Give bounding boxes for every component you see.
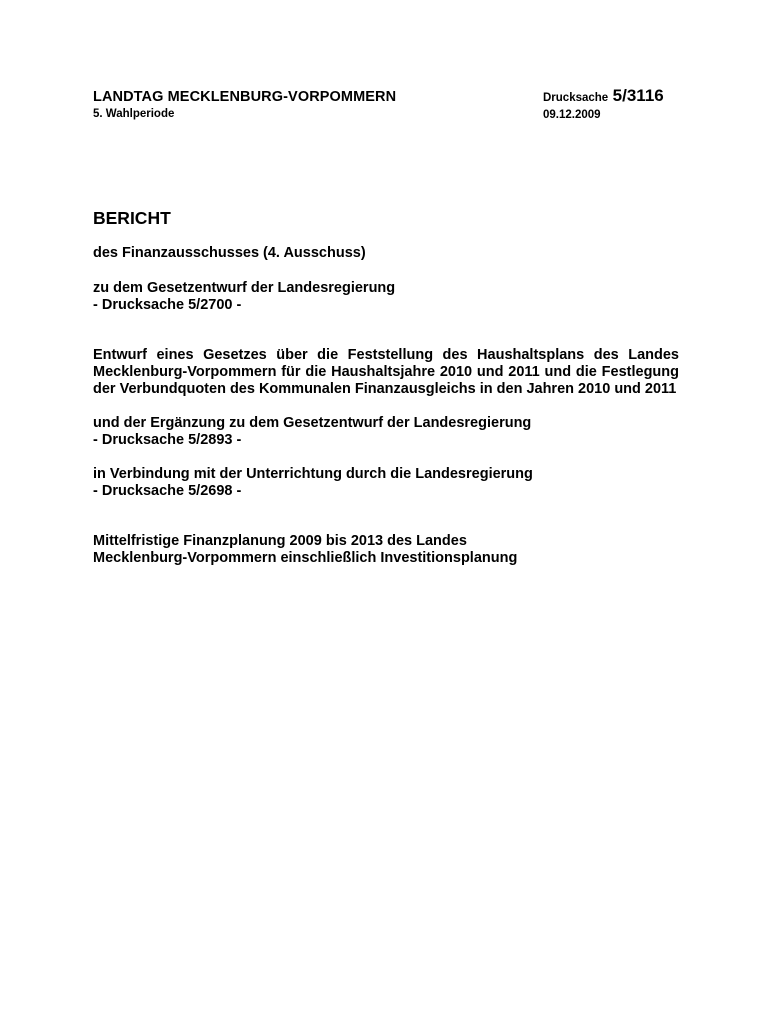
financial-plan-title: Mittelfristige Finanzplanung 2009 bis 2013 des Landes Mecklenburg-Vorpommern einschließlich Investitionsplanung bbox=[93, 533, 518, 566]
connection-reference: - Drucksache 5/2698 - bbox=[93, 483, 242, 499]
drucksache-label: Drucksache bbox=[543, 92, 609, 104]
header-left bbox=[93, 88, 513, 121]
parliament-name: LANDTAG MECKLENBURG-VORPOMMERN bbox=[93, 89, 397, 105]
drucksache-number: 5/3116 bbox=[612, 86, 664, 105]
committee-line: des Finanzausschusses (4. Ausschuss) bbox=[93, 245, 366, 261]
bill-title: Entwurf eines Gesetzes über die Feststellung des Haushaltsplans des Landes Mecklenburg-Vorpommern für die Haushaltsjahre 2010 und 2011 und die Festlegung der Verbundquoten des Kommunalen Finanzausgleichs in den Jahren 2010 und 2011 bbox=[93, 347, 679, 397]
drucksache-line bbox=[543, 86, 743, 108]
header-right bbox=[543, 86, 743, 122]
document-date: 09.12.2009 bbox=[543, 109, 601, 121]
document-body bbox=[93, 207, 679, 567]
legislative-period: 5. Wahlperiode bbox=[93, 108, 175, 120]
subject-intro: zu dem Gesetzentwurf der Landesregierung bbox=[93, 280, 396, 296]
document-type-heading: BERICHT bbox=[93, 208, 171, 228]
supplement-reference: - Drucksache 5/2893 - bbox=[93, 432, 242, 448]
connection-intro: in Verbindung mit der Unterrichtung durch die Landesregierung bbox=[93, 466, 533, 482]
subject-reference: - Drucksache 5/2700 - bbox=[93, 297, 242, 313]
supplement-intro: und der Ergänzung zu dem Gesetzentwurf der Landesregierung bbox=[93, 415, 532, 431]
